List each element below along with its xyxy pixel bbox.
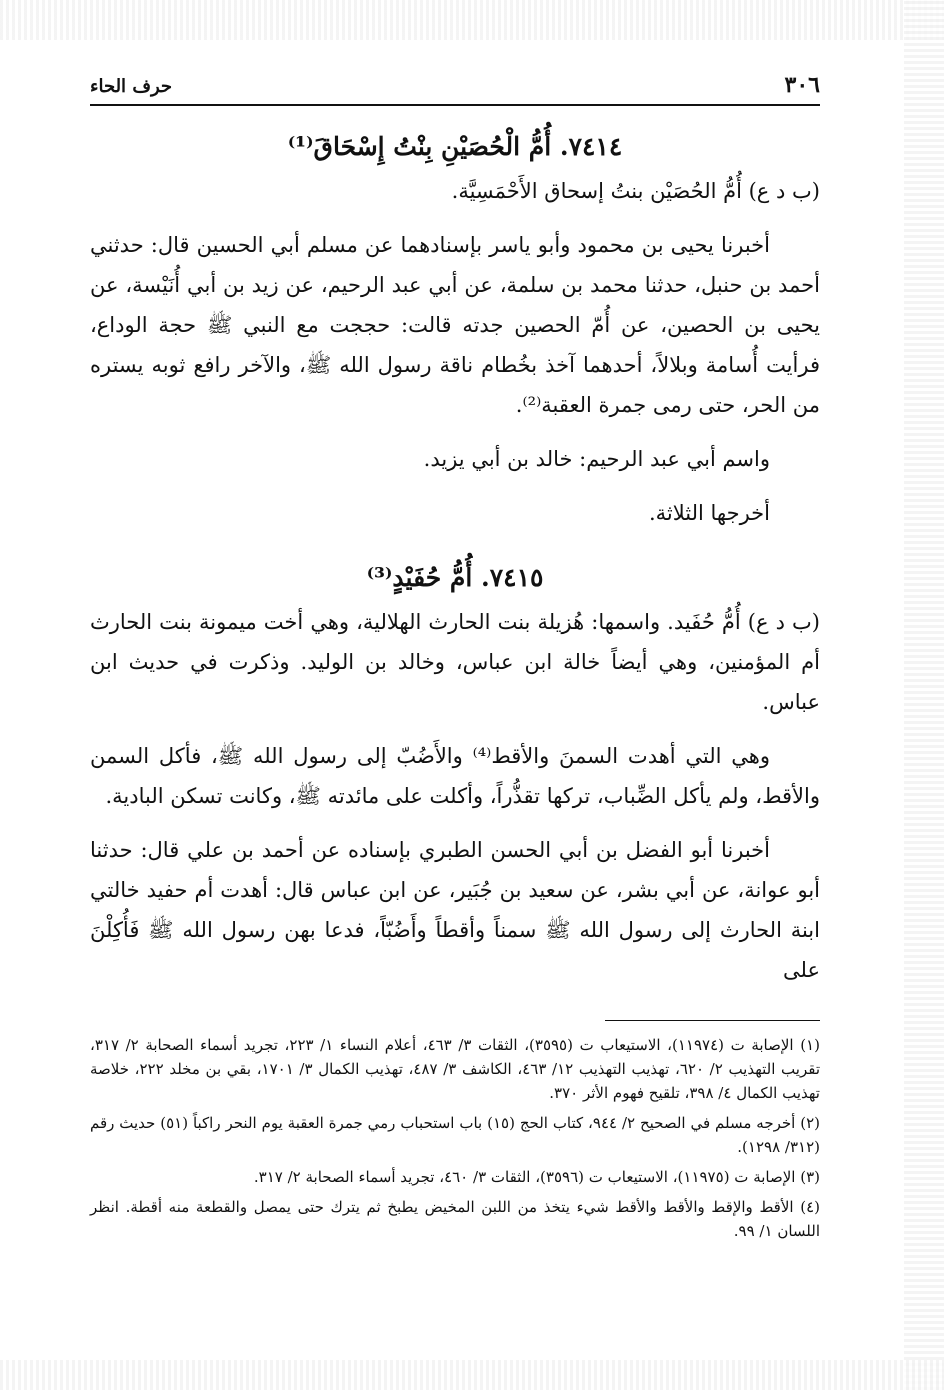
entry-paragraph: وهي التي أهدت السمنَ والأقط⁽⁴⁾ والأَضُبّ إلى رسول الله ﷺ، فأكل السمن والأقط، ولم يأكل الضِّباب، تركها تقذُّراً، وأكلت على مائدته ﷺ، وكانت تسكن البادية. [90,744,820,808]
entry-paragraph: أخرجها الثلاثة. [648,501,770,525]
footnote: (١) الإصابة ت (١١٩٧٤)، الاستيعاب ت (٣٥٩٥)، الثقات ٣/ ٤٦٣، أعلام النساء ١/ ٢٢٣، تجريد أسماء الصحابة ٢/ ٣١٧، تقريب التهذيب ٢/ ٦٢٠، تهذيب التهذيب ١٢/ ٤٦٣، الكاشف ٣/ ٤٨٧، تهذيب الكمال ٣/ ١٧٠١، بقي بن مخلد ٢٢٢، خلاصة تهذيب الكمال ٤/ ٣٩٨، تلقيح فهوم الأثر ٣٧٠. [90,1036,821,1102]
entry-paragraph: (ب د ع) أُمُّ حُفَيد. واسمها: هُزيلة بنت الحارث الهلالية، وهي أخت ميمونة بنت الحارث أم المؤمنين، وهي أيضاً خالة ابن عباس، وخالد بن الوليد. وذكرت في حديث ابن عباس. [90,610,820,714]
scan-noise-right [904,0,944,1390]
text-block [90,68,820,1249]
footnote: (٢) أخرجه مسلم في الصحيح ٢/ ٩٤٤، كتاب الحج (١٥) باب استحباب رمي جمرة العقبة يوم النحر راكباً (٥١) حديث رقم (٣١٢/ ١٢٩٨). [90,1114,820,1156]
entry-heading: ٧٤١٥. أُمُّ حُفَيْدٍ⁽³⁾ [366,563,544,592]
section-title: حرف الحاء [90,76,173,97]
page-number: ٣٠٦ [784,72,820,98]
scan-noise-top [0,0,944,40]
entry-paragraph: أخبرنا يحيى بن محمود وأبو ياسر بإسنادهما عن مسلم أبي الحسين قال: حدثني أحمد بن حنبل، حدثنا محمد بن سلمة، عن أبي عبد الرحيم، عن زيد بن أبي أُنَيْسة، عن يحيى بن الحصين، عن أُمّ الحصين جدته قالت: حججت مع النبي ﷺ حجة الوداع، فرأيت أُسامة وبلالاً، أحدهما آخذ بخُطام ناقة رسول الله ﷺ، والآخر رافع ثوبه يستره من الحر، حتى رمى جمرة العقبة⁽²⁾. [90,233,820,417]
entry-paragraph: أخبرنا أبو الفضل بن أبي الحسن الطبري بإسناده عن أحمد بن علي قال: حدثنا أبو عوانة، عن أبي بشر، عن سعيد بن جُبَير، عن ابن عباس قال: أهدت أم حفيد خالتي ابنة الحارث إلى رسول الله ﷺ سمناً وأقطاً وأَضُبّاً، فدعا بهن رسول الله ﷺ فَأُكِلْنَ على [90,838,820,982]
running-head [90,68,820,106]
entry-paragraph: (ب د ع) أُمُّ الحُصَيْن بنتُ إسحاق الأَحْمَسِيَّة. [451,179,820,203]
entry-paragraph: واسم أبي عبد الرحيم: خالد بن أبي يزيد. [423,447,770,471]
scan-noise-bottom [0,1360,944,1390]
entry-heading: ٧٤١٤. أُمُّ الْحُصَيْنِ بِنْتُ إِسْحَاقَ⁽¹⁾ [287,132,623,161]
footnote-rule [605,1020,820,1021]
footnote: (٣) الإصابة ت (١١٩٧٥)، الاستيعاب ت (٣٥٩٦)، الثقات ٣/ ٤٦٠، تجريد أسماء الصحابة ٢/ ٣١٧. [253,1168,820,1186]
footnote: (٤) الأقط والإقط والأقط والأقط شيء يتخذ من اللبن المخيض يطبخ ثم يترك حتى يمصل والقطعة منه أقطة. انظر اللسان ١/ ٩٩. [90,1198,820,1240]
